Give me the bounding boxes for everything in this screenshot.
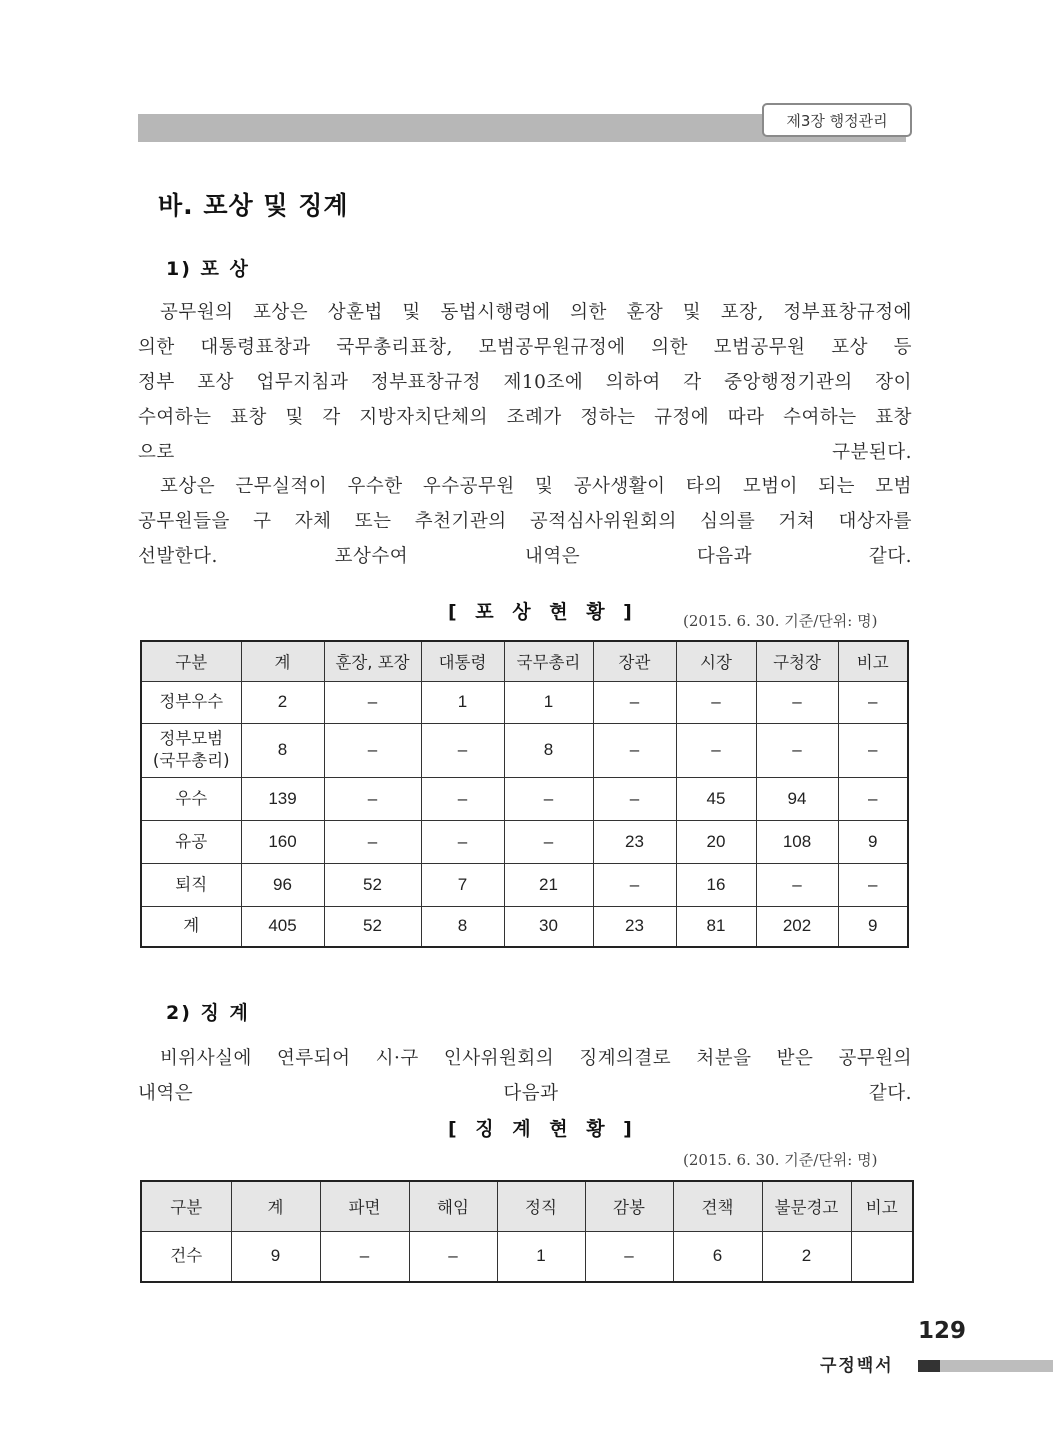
discipline-table-header-cell: 해임 xyxy=(409,1181,497,1231)
award-table-cell: – xyxy=(756,863,838,906)
award-table-cell: 7 xyxy=(421,863,504,906)
discipline-table-cell xyxy=(851,1231,913,1282)
footer-bar-light xyxy=(940,1360,1053,1372)
award-table-cell: – xyxy=(676,681,756,723)
award-table-header-row xyxy=(141,641,908,681)
award-table-cell: – xyxy=(504,820,593,863)
discipline-paragraph-line: 비위사실에 연루되어 시·구 인사위원회의 징계의결로 처분을 받은 공무원의 xyxy=(160,1048,912,1069)
discipline-table-header-cell: 정직 xyxy=(497,1181,585,1231)
award-table-row-label: 우수 xyxy=(141,777,241,820)
award-paragraph-1-line: 의한 대통령표창과 국무총리표창, 모범공무원규정에 의한 모범공무원 포상 등 xyxy=(138,337,912,358)
award-table-row-label: 정부모범 (국무총리) xyxy=(141,723,241,777)
award-table-cell: – xyxy=(593,777,676,820)
discipline-table-row xyxy=(141,1231,913,1282)
award-paragraph-2 xyxy=(138,469,912,574)
footer-bar-dark xyxy=(918,1360,940,1372)
award-table-cell: – xyxy=(838,777,908,820)
award-table-cell: 23 xyxy=(593,906,676,947)
discipline-table-cell: – xyxy=(585,1231,673,1282)
award-table-cell: – xyxy=(838,863,908,906)
award-table-cell: 30 xyxy=(504,906,593,947)
award-table-cell: 202 xyxy=(756,906,838,947)
award-table-row-label: 퇴직 xyxy=(141,863,241,906)
award-table-row xyxy=(141,777,908,820)
award-table-cell: 96 xyxy=(241,863,324,906)
discipline-table-row-label: 건수 xyxy=(141,1231,231,1282)
award-table-cell: 16 xyxy=(676,863,756,906)
discipline-table-cell: 2 xyxy=(762,1231,851,1282)
award-table-row-label: 정부우수 xyxy=(141,681,241,723)
award-table-cell: – xyxy=(593,723,676,777)
award-table-header-cell: 국무총리 xyxy=(504,641,593,681)
discipline-table-header-cell: 계 xyxy=(231,1181,320,1231)
award-paragraph-2-line: 포상은 근무실적이 우수한 우수공무원 및 공사생활이 타의 모범이 되는 모범 xyxy=(160,476,912,497)
award-table-cell: – xyxy=(593,863,676,906)
award-table-cell: 8 xyxy=(504,723,593,777)
award-table-cell: 52 xyxy=(324,863,421,906)
award-table-cell: – xyxy=(676,723,756,777)
award-table-row xyxy=(141,863,908,906)
award-table-cell: 45 xyxy=(676,777,756,820)
award-table-cell: 94 xyxy=(756,777,838,820)
page-number: 129 xyxy=(918,1318,967,1344)
discipline-table-header-cell: 불문경고 xyxy=(762,1181,851,1231)
award-table-cell: 9 xyxy=(838,820,908,863)
discipline-table-header-cell: 비고 xyxy=(851,1181,913,1231)
award-paragraph-1-line: 공무원의 포상은 상훈법 및 동법시행령에 의한 훈장 및 포장, 정부표창규정에 xyxy=(160,302,912,323)
award-table-cell: – xyxy=(756,681,838,723)
award-paragraph-1 xyxy=(138,295,912,470)
award-table-cell: 8 xyxy=(241,723,324,777)
award-table-cell: – xyxy=(593,681,676,723)
discipline-table-cell: – xyxy=(409,1231,497,1282)
award-table-cell: – xyxy=(324,777,421,820)
award-table-row-label: 유공 xyxy=(141,820,241,863)
award-table-cell: 1 xyxy=(421,681,504,723)
award-subtitle: 1) 포 상 xyxy=(166,258,250,280)
award-paragraph-1-line: 수여하는 표창 및 각 지방자치단체의 조례가 정하는 규정에 따라 수여하는 표창 xyxy=(138,407,912,428)
award-paragraph-1-line: 정부 포상 업무지침과 정부표창규정 제10조에 의하여 각 중앙행정기관의 장이 xyxy=(138,372,912,393)
award-table-header-cell: 대통령 xyxy=(421,641,504,681)
award-table-cell: 8 xyxy=(421,906,504,947)
award-table-cell: – xyxy=(324,723,421,777)
award-table-cell: 405 xyxy=(241,906,324,947)
discipline-table-cell: 1 xyxy=(497,1231,585,1282)
award-table-cell: 9 xyxy=(838,906,908,947)
discipline-table xyxy=(140,1180,914,1283)
award-table-cell: 1 xyxy=(504,681,593,723)
award-paragraph-2-line: 선발한다. 포상수여 내역은 다음과 같다. xyxy=(138,546,912,567)
section-title: 바. 포상 및 징계 xyxy=(158,191,349,220)
award-table-cell: – xyxy=(756,723,838,777)
discipline-table-cell: 6 xyxy=(673,1231,762,1282)
award-table-header-cell: 구분 xyxy=(141,641,241,681)
award-table-cell: – xyxy=(421,820,504,863)
discipline-table-cell: 9 xyxy=(231,1231,320,1282)
award-table-header-cell: 훈장, 포장 xyxy=(324,641,421,681)
award-table-cell: – xyxy=(504,777,593,820)
discipline-basis-note: (2015. 6. 30. 기준/단위: 명) xyxy=(683,1151,878,1169)
award-table-cell: – xyxy=(324,820,421,863)
discipline-table-header-cell: 구분 xyxy=(141,1181,231,1231)
award-table-header-cell: 계 xyxy=(241,641,324,681)
award-table-cell: 139 xyxy=(241,777,324,820)
award-table-cell: – xyxy=(421,777,504,820)
award-table-row xyxy=(141,906,908,947)
discipline-paragraph xyxy=(138,1041,912,1111)
discipline-subtitle: 2) 징 계 xyxy=(166,1002,250,1024)
award-table-cell: 81 xyxy=(676,906,756,947)
award-table-row xyxy=(141,681,908,723)
award-table-header-cell: 장관 xyxy=(593,641,676,681)
award-table-title: [ 포 상 현 황 ] xyxy=(448,601,638,623)
award-table-cell: – xyxy=(838,681,908,723)
award-table-cell: 52 xyxy=(324,906,421,947)
award-table-header-cell: 시장 xyxy=(676,641,756,681)
discipline-table-header-row xyxy=(141,1181,913,1231)
chapter-tab: 제3장 행정관리 xyxy=(762,103,912,137)
award-paragraph-1-line: 으로 구분된다. xyxy=(138,442,912,463)
award-table-row xyxy=(141,820,908,863)
discipline-table-cell: – xyxy=(320,1231,409,1282)
book-title: 구정백서 xyxy=(820,1356,894,1376)
award-basis-note: (2015. 6. 30. 기준/단위: 명) xyxy=(683,612,878,630)
award-table-cell: – xyxy=(838,723,908,777)
discipline-table-header-cell: 견책 xyxy=(673,1181,762,1231)
discipline-table-header-cell: 파면 xyxy=(320,1181,409,1231)
award-table xyxy=(140,640,909,948)
discipline-table-title: [ 징 계 현 황 ] xyxy=(448,1118,638,1140)
award-paragraph-2-line: 공무원들을 구 자체 또는 추천기관의 공적심사위원회의 심의를 거쳐 대상자를 xyxy=(138,511,912,532)
award-table-cell: 23 xyxy=(593,820,676,863)
discipline-paragraph-line: 내역은 다음과 같다. xyxy=(138,1083,912,1104)
award-table-cell: 160 xyxy=(241,820,324,863)
award-table-row xyxy=(141,723,908,777)
award-table-cell: 108 xyxy=(756,820,838,863)
award-table-header-cell: 구청장 xyxy=(756,641,838,681)
award-table-cell: – xyxy=(324,681,421,723)
award-table-cell: 21 xyxy=(504,863,593,906)
award-table-cell: 2 xyxy=(241,681,324,723)
award-table-cell: 20 xyxy=(676,820,756,863)
award-table-cell: – xyxy=(421,723,504,777)
award-table-header-cell: 비고 xyxy=(838,641,908,681)
discipline-table-header-cell: 감봉 xyxy=(585,1181,673,1231)
award-table-row-label: 계 xyxy=(141,906,241,947)
